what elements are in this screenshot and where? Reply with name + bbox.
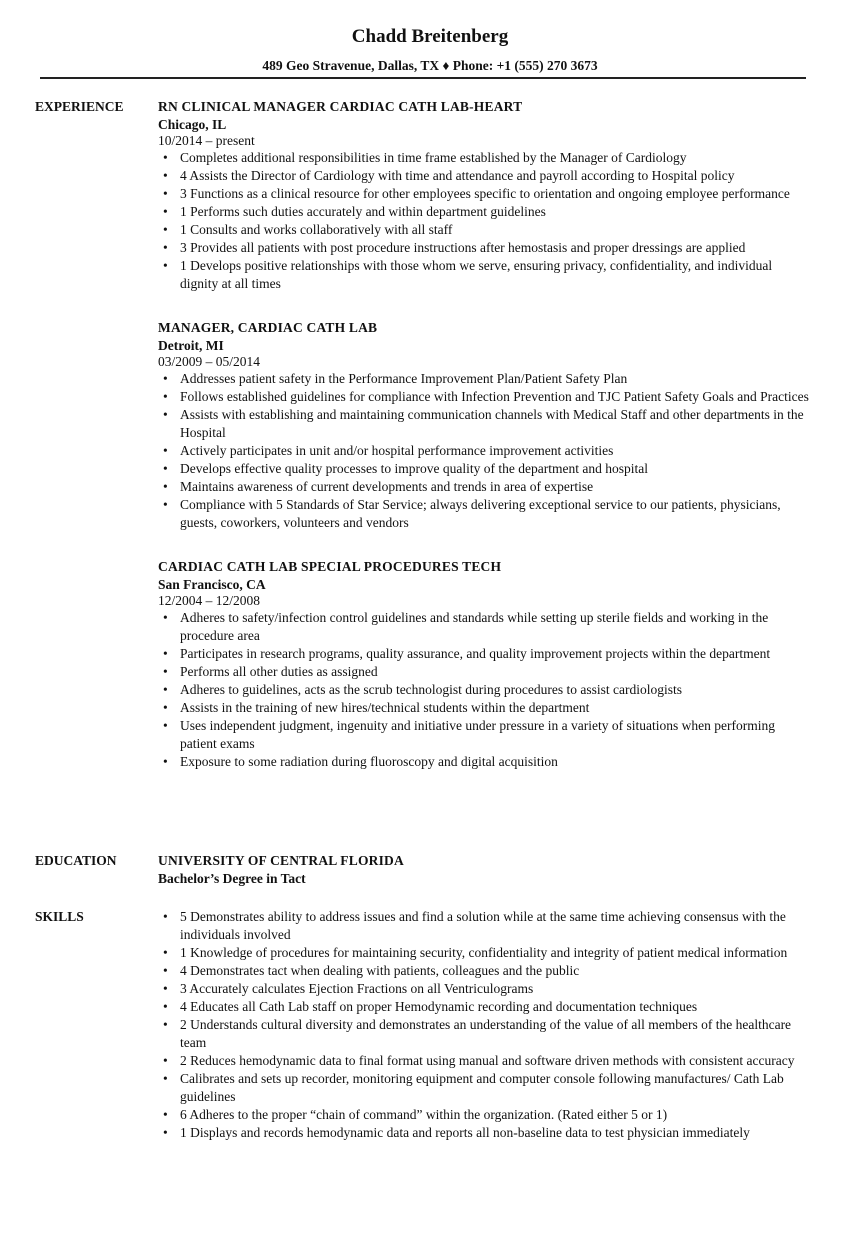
experience-label: EXPERIENCE bbox=[35, 99, 124, 114]
bullet-text: Adheres to safety/infection control guidelines and standards while setting up sterile fields and working in the procedure area bbox=[180, 610, 769, 643]
list-item bbox=[158, 609, 812, 645]
bullet-icon: • bbox=[163, 168, 168, 183]
job-bullets bbox=[158, 149, 818, 293]
bullet-icon: • bbox=[163, 945, 168, 960]
bullet-icon: • bbox=[163, 389, 168, 404]
list-item bbox=[158, 998, 812, 1016]
job-dates: 03/2009 – 05/2014 bbox=[158, 354, 261, 369]
bullet-icon: • bbox=[163, 1017, 168, 1032]
bullet-text: Uses independent judgment, ingenuity and initiative under pressure in a variety of situations when performing patient exams bbox=[180, 718, 775, 751]
bullet-icon: • bbox=[163, 1053, 168, 1068]
list-item bbox=[158, 203, 812, 221]
bullet-text: 3 Functions as a clinical resource for other employees specific to orientation and ongoing employee performance bbox=[180, 186, 790, 201]
bullet-icon: • bbox=[163, 443, 168, 458]
list-item bbox=[158, 257, 812, 293]
bullet-icon: • bbox=[163, 610, 168, 625]
list-item bbox=[158, 406, 812, 442]
list-item bbox=[158, 149, 812, 167]
contact-line: 489 Geo Stravenue, Dallas, TX ♦ Phone: +1 (555) 270 3673 bbox=[262, 58, 598, 73]
bullet-text: Adheres to guidelines, acts as the scrub technologist during procedures to assist cardiologists bbox=[180, 682, 683, 697]
list-item bbox=[158, 370, 812, 388]
list-item bbox=[158, 1016, 812, 1052]
list-item bbox=[158, 185, 812, 203]
bullet-icon: • bbox=[163, 999, 168, 1014]
education-entry bbox=[158, 852, 818, 887]
list-item bbox=[158, 442, 812, 460]
header-divider bbox=[40, 77, 806, 79]
job-title: CARDIAC CATH LAB SPECIAL PROCEDURES TECH bbox=[158, 559, 502, 574]
bullet-text: 4 Assists the Director of Cardiology with time and attendance and payroll according to Hospital policy bbox=[180, 168, 735, 183]
list-item bbox=[158, 221, 812, 239]
bullet-text: 1 Performs such duties accurately and within department guidelines bbox=[180, 204, 546, 219]
bullet-icon: • bbox=[163, 479, 168, 494]
job-entry bbox=[158, 98, 818, 293]
skill-text: 1 Knowledge of procedures for maintaining security, confidentiality and integrity of patient medical information bbox=[180, 945, 788, 960]
skill-text: 2 Reduces hemodynamic data to final format using manual and software driven methods with consistent accuracy bbox=[180, 1053, 795, 1068]
bullet-icon: • bbox=[163, 258, 168, 273]
skill-text: 4 Demonstrates tact when dealing with patients, colleagues and the public bbox=[180, 963, 580, 978]
bullet-icon: • bbox=[163, 963, 168, 978]
skills-list bbox=[158, 908, 818, 1142]
bullet-icon: • bbox=[163, 1125, 168, 1140]
list-item bbox=[158, 681, 812, 699]
list-item bbox=[158, 1124, 812, 1142]
skill-text: 2 Understands cultural diversity and demonstrates an understanding of the value of all members of the healthcare team bbox=[180, 1017, 792, 1050]
bullet-icon: • bbox=[163, 754, 168, 769]
education-label: EDUCATION bbox=[35, 853, 117, 868]
bullet-text: Assists in the training of new hires/technical students within the department bbox=[180, 700, 590, 715]
list-item bbox=[158, 167, 812, 185]
list-item bbox=[158, 980, 812, 998]
list-item bbox=[158, 239, 812, 257]
bullet-text: Assists with establishing and maintaining communication channels with Medical Staff and other departments in the Hospital bbox=[180, 407, 804, 440]
bullet-icon: • bbox=[163, 186, 168, 201]
bullet-text: Maintains awareness of current developments and trends in area of expertise bbox=[180, 479, 594, 494]
skill-text: 6 Adheres to the proper “chain of command” within the organization. (Rated either 5 or 1) bbox=[180, 1107, 668, 1122]
list-item bbox=[158, 753, 812, 771]
bullet-text: Actively participates in unit and/or hospital performance improvement activities bbox=[180, 443, 614, 458]
candidate-name: Chadd Breitenberg bbox=[351, 26, 509, 47]
list-item bbox=[158, 1106, 812, 1124]
skills-label: SKILLS bbox=[35, 909, 84, 924]
skill-text: Calibrates and sets up recorder, monitoring equipment and computer console following manufactures/ Cath Lab guidelines bbox=[180, 1071, 784, 1104]
bullet-icon: • bbox=[163, 461, 168, 476]
bullet-text: 1 Develops positive relationships with those whom we serve, ensuring privacy, confidentiality, and individual dignity at all times bbox=[180, 258, 773, 291]
bullet-icon: • bbox=[163, 981, 168, 996]
bullet-icon: • bbox=[163, 240, 168, 255]
experience-list bbox=[158, 98, 818, 797]
job-entry bbox=[158, 558, 818, 771]
job-title: RN CLINICAL MANAGER CARDIAC CATH LAB-HEART bbox=[158, 99, 523, 114]
bullet-text: Compliance with 5 Standards of Star Service; always delivering exceptional service to our patients, physicians, guests, coworkers, volunteers and vendors bbox=[180, 497, 781, 530]
job-dates: 10/2014 – present bbox=[158, 133, 255, 148]
bullet-text: Addresses patient safety in the Performance Improvement Plan/Patient Safety Plan bbox=[180, 371, 628, 386]
bullet-icon: • bbox=[163, 682, 168, 697]
bullet-text: Follows established guidelines for compliance with Infection Prevention and TJC Patient Safety Goals and Practices bbox=[180, 389, 809, 404]
bullet-text: Participates in research programs, quality assurance, and quality improvement projects within the department bbox=[180, 646, 771, 661]
skill-text: 1 Displays and records hemodynamic data and reports all non-baseline data to test physician immediately bbox=[180, 1125, 750, 1140]
skill-text: 4 Educates all Cath Lab staff on proper Hemodynamic recording and documentation techniques bbox=[180, 999, 698, 1014]
bullet-icon: • bbox=[163, 497, 168, 512]
job-dates: 12/2004 – 12/2008 bbox=[158, 593, 261, 608]
list-item bbox=[158, 962, 812, 980]
list-item bbox=[158, 388, 812, 406]
list-item bbox=[158, 944, 812, 962]
list-item bbox=[158, 645, 812, 663]
job-location: Detroit, MI bbox=[158, 338, 224, 353]
skills-body bbox=[158, 908, 818, 1142]
bullet-text: 1 Consults and works collaboratively with all staff bbox=[180, 222, 453, 237]
bullet-text: 3 Provides all patients with post procedure instructions after hemostasis and proper dressings are applied bbox=[180, 240, 746, 255]
degree: Bachelor’s Degree in Tact bbox=[158, 871, 306, 886]
resume-header bbox=[0, 0, 860, 74]
job-bullets bbox=[158, 609, 818, 771]
skill-text: 3 Accurately calculates Ejection Fractions on all Ventriculograms bbox=[180, 981, 534, 996]
school-name: UNIVERSITY OF CENTRAL FLORIDA bbox=[158, 853, 404, 868]
job-location: San Francisco, CA bbox=[158, 577, 266, 592]
skill-text: 5 Demonstrates ability to address issues and find a solution while at the same time achieving consensus with the individuals involved bbox=[180, 909, 786, 942]
bullet-text: Develops effective quality processes to improve quality of the department and hospital bbox=[180, 461, 648, 476]
bullet-icon: • bbox=[163, 407, 168, 422]
job-bullets bbox=[158, 370, 818, 532]
bullet-icon: • bbox=[163, 909, 168, 924]
bullet-icon: • bbox=[163, 1071, 168, 1086]
bullet-icon: • bbox=[163, 150, 168, 165]
job-entry bbox=[158, 319, 818, 532]
job-title: MANAGER, CARDIAC CATH LAB bbox=[158, 320, 378, 335]
bullet-icon: • bbox=[163, 1107, 168, 1122]
list-item bbox=[158, 717, 812, 753]
list-item bbox=[158, 1070, 812, 1106]
list-item bbox=[158, 908, 812, 944]
list-item bbox=[158, 478, 812, 496]
bullet-icon: • bbox=[163, 222, 168, 237]
job-location: Chicago, IL bbox=[158, 117, 227, 132]
list-item bbox=[158, 1052, 812, 1070]
bullet-icon: • bbox=[163, 371, 168, 386]
bullet-icon: • bbox=[163, 664, 168, 679]
bullet-text: Performs all other duties as assigned bbox=[180, 664, 378, 679]
list-item bbox=[158, 663, 812, 681]
bullet-text: Completes additional responsibilities in time frame established by the Manager of Cardiology bbox=[180, 150, 687, 165]
bullet-icon: • bbox=[163, 646, 168, 661]
list-item bbox=[158, 496, 812, 532]
bullet-icon: • bbox=[163, 700, 168, 715]
bullet-icon: • bbox=[163, 718, 168, 733]
list-item bbox=[158, 460, 812, 478]
list-item bbox=[158, 699, 812, 717]
bullet-icon: • bbox=[163, 204, 168, 219]
bullet-text: Exposure to some radiation during fluoroscopy and digital acquisition bbox=[180, 754, 558, 769]
